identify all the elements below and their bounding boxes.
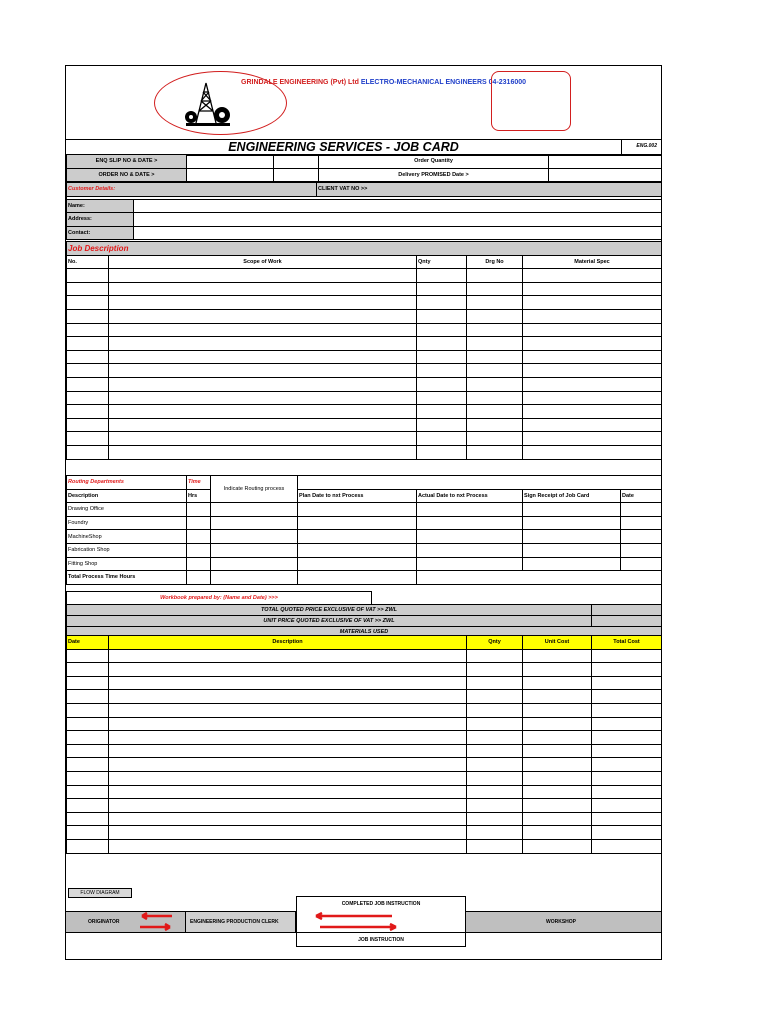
unit-price-field[interactable] [592,616,662,627]
company-name [241,79,526,86]
routing-department-label: Drawing Office [67,503,187,517]
table-row [67,826,662,840]
job-qnty-cell[interactable] [417,282,467,296]
total-quoted-field[interactable] [592,605,662,616]
material-qnty-cell[interactable] [467,785,523,799]
job-no-cell[interactable] [67,337,109,351]
job-spec-cell[interactable] [523,364,662,378]
routing-indicate-cell[interactable] [211,557,298,571]
routing-date-cell[interactable] [621,557,662,571]
job-description-heading: Job Description [67,242,662,256]
material-unit-cost-cell[interactable] [523,744,592,758]
routing-hrs-cell[interactable] [187,503,211,517]
name-label: Name: [67,199,134,213]
job-scope-cell[interactable] [109,350,417,364]
job-qnty-cell[interactable] [417,364,467,378]
material-unit-cost-cell[interactable] [523,839,592,853]
material-description-cell[interactable] [109,758,467,772]
job-no-cell[interactable] [67,269,109,283]
material-total-cost-cell[interactable] [592,839,662,853]
material-date-cell[interactable] [67,785,109,799]
routing-hrs-cell[interactable] [187,557,211,571]
job-drg-cell[interactable] [467,405,523,419]
table-row [67,405,662,419]
delivery-field[interactable] [549,168,662,182]
job-scope-cell[interactable] [109,377,417,391]
table-row [67,432,662,446]
routing-sign-cell[interactable] [523,557,621,571]
material-description-cell[interactable] [109,663,467,677]
routing-heading-blank [298,476,662,490]
material-qnty-cell[interactable] [467,731,523,745]
material-unit-cost-cell[interactable] [523,812,592,826]
job-col-scope: Scope of Work [109,255,417,269]
flow-diagram-button[interactable]: FLOW DIAGRAM [68,888,132,898]
table-row [67,269,662,283]
company-brand: GRINDALE ENGINEERING [241,79,329,86]
table-row [67,337,662,351]
job-spec-cell[interactable] [523,405,662,419]
job-scope-cell[interactable] [109,296,417,310]
material-qnty-cell[interactable] [467,703,523,717]
material-total-cost-cell[interactable] [592,799,662,813]
routing-department-label: Fitting Shop [67,557,187,571]
job-scope-cell[interactable] [109,445,417,459]
routing-col-hrs: Hrs [187,489,211,503]
order-qty-label: Order Quantity [319,155,549,169]
company-phone: 04-2316000 [488,79,527,86]
material-description-cell[interactable] [109,744,467,758]
routing-date-cell[interactable] [621,530,662,544]
table-row [67,785,662,799]
job-qnty-cell[interactable] [417,269,467,283]
table-row [67,530,662,544]
material-description-cell[interactable] [109,676,467,690]
routing-sign-cell[interactable] [523,503,621,517]
material-date-cell[interactable] [67,703,109,717]
material-qnty-cell[interactable] [467,771,523,785]
material-total-cost-cell[interactable] [592,663,662,677]
job-drg-cell[interactable] [467,418,523,432]
job-spec-cell[interactable] [523,323,662,337]
job-scope-cell[interactable] [109,391,417,405]
table-row [67,649,662,663]
job-spec-cell[interactable] [523,337,662,351]
routing-plan-cell[interactable] [298,543,417,557]
job-spec-cell[interactable] [523,282,662,296]
completed-instruction-label: COMPLETED JOB INSTRUCTION [341,901,421,907]
job-instruction-box [296,933,466,947]
table-row [67,557,662,571]
material-qnty-cell[interactable] [467,717,523,731]
routing-actual-cell[interactable] [417,530,523,544]
job-scope-cell[interactable] [109,282,417,296]
material-qnty-cell[interactable] [467,758,523,772]
routing-actual-cell[interactable] [417,503,523,517]
material-date-cell[interactable] [67,676,109,690]
routing-sign-cell[interactable] [523,516,621,530]
job-drg-cell[interactable] [467,350,523,364]
material-description-cell[interactable] [109,771,467,785]
job-description-table [66,241,662,460]
job-qnty-cell[interactable] [417,377,467,391]
material-total-cost-cell[interactable] [592,812,662,826]
job-drg-cell[interactable] [467,445,523,459]
materials-col-qnty: Qnty [467,636,523,650]
job-no-cell[interactable] [67,432,109,446]
job-scope-cell[interactable] [109,418,417,432]
enq-slip-label: ENQ SLIP NO & DATE > [67,155,187,169]
routing-hrs-cell[interactable] [187,516,211,530]
table-row [67,663,662,677]
job-scope-cell[interactable] [109,323,417,337]
job-qnty-cell[interactable] [417,309,467,323]
job-scope-cell[interactable] [109,405,417,419]
job-no-cell[interactable] [67,445,109,459]
routing-department-label: Foundry [67,516,187,530]
materials-col-description: Description [109,636,467,650]
material-qnty-cell[interactable] [467,690,523,704]
total-blank [211,571,298,585]
job-drg-cell[interactable] [467,282,523,296]
material-qnty-cell[interactable] [467,839,523,853]
name-field[interactable] [134,199,662,213]
order-no-label: ORDER NO & DATE > [67,168,187,182]
job-drg-cell[interactable] [467,296,523,310]
flow-diagram [66,886,661,961]
routing-plan-cell[interactable] [298,530,417,544]
table-row [67,799,662,813]
total-blank [417,571,662,585]
job-qnty-cell[interactable] [417,405,467,419]
material-qnty-cell[interactable] [467,649,523,663]
material-description-cell[interactable] [109,649,467,663]
company-trade: ELECTRO-MECHANICAL ENGINEERS [360,79,487,86]
job-drg-cell[interactable] [467,323,523,337]
table-row [67,364,662,378]
routing-col-description: Description [67,489,187,503]
job-no-cell[interactable] [67,282,109,296]
material-unit-cost-cell[interactable] [523,771,592,785]
table-row [67,282,662,296]
job-no-cell[interactable] [67,309,109,323]
materials-table [66,635,662,854]
routing-actual-cell[interactable] [417,543,523,557]
material-description-cell[interactable] [109,717,467,731]
contact-label: Contact: [67,226,134,240]
routing-actual-cell[interactable] [417,557,523,571]
routing-plan-cell[interactable] [298,516,417,530]
material-date-cell[interactable] [67,799,109,813]
material-total-cost-cell[interactable] [592,717,662,731]
routing-col-sign: Sign Receipt of Job Card [523,489,621,503]
address-label: Address: [67,213,134,227]
table-row [67,717,662,731]
table-row [67,350,662,364]
total-quoted-label: TOTAL QUOTED PRICE EXCLUSIVE OF VAT >> ZWL [67,605,592,616]
routing-col-actual: Actual Date to nxt Process [417,489,523,503]
job-qnty-cell[interactable] [417,350,467,364]
job-drg-cell[interactable] [467,269,523,283]
routing-hrs-cell[interactable] [187,543,211,557]
routing-indicate-label: Indicate Routing process [211,476,298,503]
workshop-label: WORKSHOP [546,919,576,925]
material-date-cell[interactable] [67,758,109,772]
company-entity: (Pvt) Ltd [330,79,359,86]
routing-indicate-cell[interactable] [211,530,298,544]
table-row [67,323,662,337]
job-drg-cell[interactable] [467,432,523,446]
job-instruction-label: JOB INSTRUCTION [358,937,404,943]
material-date-cell[interactable] [67,717,109,731]
total-hrs-field[interactable] [187,571,211,585]
routing-date-cell[interactable] [621,543,662,557]
job-col-drg: Drg No [467,255,523,269]
job-spec-cell[interactable] [523,445,662,459]
job-spec-cell[interactable] [523,309,662,323]
job-spec-cell[interactable] [523,350,662,364]
material-date-cell[interactable] [67,826,109,840]
table-row [67,377,662,391]
client-vat-label: CLIENT VAT NO >> [317,183,662,197]
material-unit-cost-cell[interactable] [523,785,592,799]
table-row [67,839,662,853]
table-row [67,771,662,785]
routing-actual-cell[interactable] [417,516,523,530]
job-qnty-cell[interactable] [417,337,467,351]
job-card-sheet [65,65,662,960]
routing-indicate-cell[interactable] [211,516,298,530]
material-qnty-cell[interactable] [467,812,523,826]
material-date-cell[interactable] [67,771,109,785]
job-drg-cell[interactable] [467,337,523,351]
letterhead [66,66,661,139]
job-no-cell[interactable] [67,296,109,310]
material-description-cell[interactable] [109,812,467,826]
job-spec-cell[interactable] [523,391,662,405]
job-drg-cell[interactable] [467,391,523,405]
material-qnty-cell[interactable] [467,663,523,677]
table-row [67,418,662,432]
table-row [67,744,662,758]
address-field[interactable] [134,213,662,227]
material-total-cost-cell[interactable] [592,676,662,690]
routing-time-heading: Time [187,476,211,490]
material-description-cell[interactable] [109,785,467,799]
materials-col-total-cost: Total Cost [592,636,662,650]
material-date-cell[interactable] [67,731,109,745]
material-date-cell[interactable] [67,839,109,853]
material-unit-cost-cell[interactable] [523,676,592,690]
material-date-cell[interactable] [67,690,109,704]
customer-table [66,182,662,240]
routing-plan-cell[interactable] [298,503,417,517]
job-scope-cell[interactable] [109,364,417,378]
routing-sign-cell[interactable] [523,543,621,557]
order-header-table [66,154,662,182]
job-col-spec: Material Spec [523,255,662,269]
materials-col-date: Date [67,636,109,650]
material-unit-cost-cell[interactable] [523,703,592,717]
total-blank [298,571,417,585]
table-row [67,445,662,459]
material-total-cost-cell[interactable] [592,826,662,840]
routing-date-cell[interactable] [621,516,662,530]
material-qnty-cell[interactable] [467,799,523,813]
material-total-cost-cell[interactable] [592,731,662,745]
routing-date-cell[interactable] [621,503,662,517]
flow-arrows-left-icon [136,911,176,933]
job-qnty-cell[interactable] [417,391,467,405]
routing-table [66,475,662,585]
job-no-cell[interactable] [67,323,109,337]
table-row [67,731,662,745]
material-qnty-cell[interactable] [467,744,523,758]
material-unit-cost-cell[interactable] [523,690,592,704]
routing-indicate-cell[interactable] [211,503,298,517]
routing-department-label: MachineShop [67,530,187,544]
job-qnty-cell[interactable] [417,445,467,459]
address-panel [488,71,571,131]
material-unit-cost-cell[interactable] [523,826,592,840]
gear-pylon-logo-icon [178,77,238,129]
material-description-cell[interactable] [109,839,467,853]
order-date-field[interactable] [274,168,319,182]
job-no-cell[interactable] [67,377,109,391]
page-title: ENGINEERING SERVICES - JOB CARD [228,140,459,154]
material-description-cell[interactable] [109,690,467,704]
job-no-cell[interactable] [67,418,109,432]
material-unit-cost-cell[interactable] [523,717,592,731]
job-no-cell[interactable] [67,350,109,364]
table-row [67,812,662,826]
material-qnty-cell[interactable] [467,826,523,840]
material-description-cell[interactable] [109,703,467,717]
material-unit-cost-cell[interactable] [523,649,592,663]
clerk-label: ENGINEERING PRODUCTION CLERK [190,919,279,925]
routing-col-date: Date [621,489,662,503]
job-drg-cell[interactable] [467,377,523,391]
routing-plan-cell[interactable] [298,557,417,571]
job-spec-cell[interactable] [523,418,662,432]
material-description-cell[interactable] [109,826,467,840]
job-qnty-cell[interactable] [417,418,467,432]
enq-slip-field[interactable] [187,155,274,169]
material-unit-cost-cell[interactable] [523,731,592,745]
material-total-cost-cell[interactable] [592,771,662,785]
table-row [67,543,662,557]
routing-hrs-cell[interactable] [187,530,211,544]
routing-sign-cell[interactable] [523,530,621,544]
table-row [67,516,662,530]
enq-date-field[interactable] [274,155,319,169]
routing-indicate-cell[interactable] [211,543,298,557]
pricing-table [66,604,662,637]
prepared-by-label: Workbook prepared by: (Name and Date) >>> [67,592,372,606]
table-row [67,758,662,772]
job-col-qnty: Qnty [417,255,467,269]
table-row [67,503,662,517]
table-row [67,676,662,690]
material-description-cell[interactable] [109,799,467,813]
material-total-cost-cell[interactable] [592,703,662,717]
job-spec-cell[interactable] [523,377,662,391]
job-qnty-cell[interactable] [417,296,467,310]
completed-instruction-box [296,896,466,912]
customer-details-label: Customer Details: [67,183,317,197]
material-qnty-cell[interactable] [467,676,523,690]
table-row [67,296,662,310]
originator-label: ORIGINATOR [88,919,120,925]
material-date-cell[interactable] [67,649,109,663]
table-row [67,703,662,717]
job-drg-cell[interactable] [467,364,523,378]
job-spec-cell[interactable] [523,296,662,310]
job-scope-cell[interactable] [109,337,417,351]
job-no-cell[interactable] [67,364,109,378]
material-total-cost-cell[interactable] [592,690,662,704]
flow-arrows-right-icon [312,911,452,933]
order-no-field[interactable] [187,168,274,182]
form-code: ENG.002 [636,143,657,149]
material-unit-cost-cell[interactable] [523,799,592,813]
total-process-time-label: Total Process Time Hours [67,571,187,585]
routing-col-plan: Plan Date to nxt Process [298,489,417,503]
table-row [67,309,662,323]
material-total-cost-cell[interactable] [592,785,662,799]
job-spec-cell[interactable] [523,269,662,283]
job-col-no: No. [67,255,109,269]
order-qty-field[interactable] [549,155,662,169]
material-unit-cost-cell[interactable] [523,663,592,677]
table-row [67,391,662,405]
job-spec-cell[interactable] [523,432,662,446]
material-date-cell[interactable] [67,744,109,758]
job-drg-cell[interactable] [467,309,523,323]
material-description-cell[interactable] [109,731,467,745]
job-scope-cell[interactable] [109,309,417,323]
job-no-cell[interactable] [67,405,109,419]
job-qnty-cell[interactable] [417,323,467,337]
material-total-cost-cell[interactable] [592,758,662,772]
routing-heading: Routing Departments [67,476,187,490]
materials-col-unit-cost: Unit Cost [523,636,592,650]
material-total-cost-cell[interactable] [592,649,662,663]
materials-used-label: MATERIALS USED [67,627,662,637]
material-date-cell[interactable] [67,663,109,677]
job-qnty-cell[interactable] [417,432,467,446]
job-no-cell[interactable] [67,391,109,405]
table-row [67,690,662,704]
unit-price-label: UNIT PRICE QUOTED EXCLUSIVE OF VAT >> ZWL [67,616,592,627]
material-date-cell[interactable] [67,812,109,826]
routing-department-label: Fabrication Shop [67,543,187,557]
job-scope-cell[interactable] [109,269,417,283]
material-unit-cost-cell[interactable] [523,758,592,772]
contact-field[interactable] [134,226,662,240]
delivery-label: Delivery PROMISED Date > [319,168,549,182]
job-scope-cell[interactable] [109,432,417,446]
material-total-cost-cell[interactable] [592,744,662,758]
